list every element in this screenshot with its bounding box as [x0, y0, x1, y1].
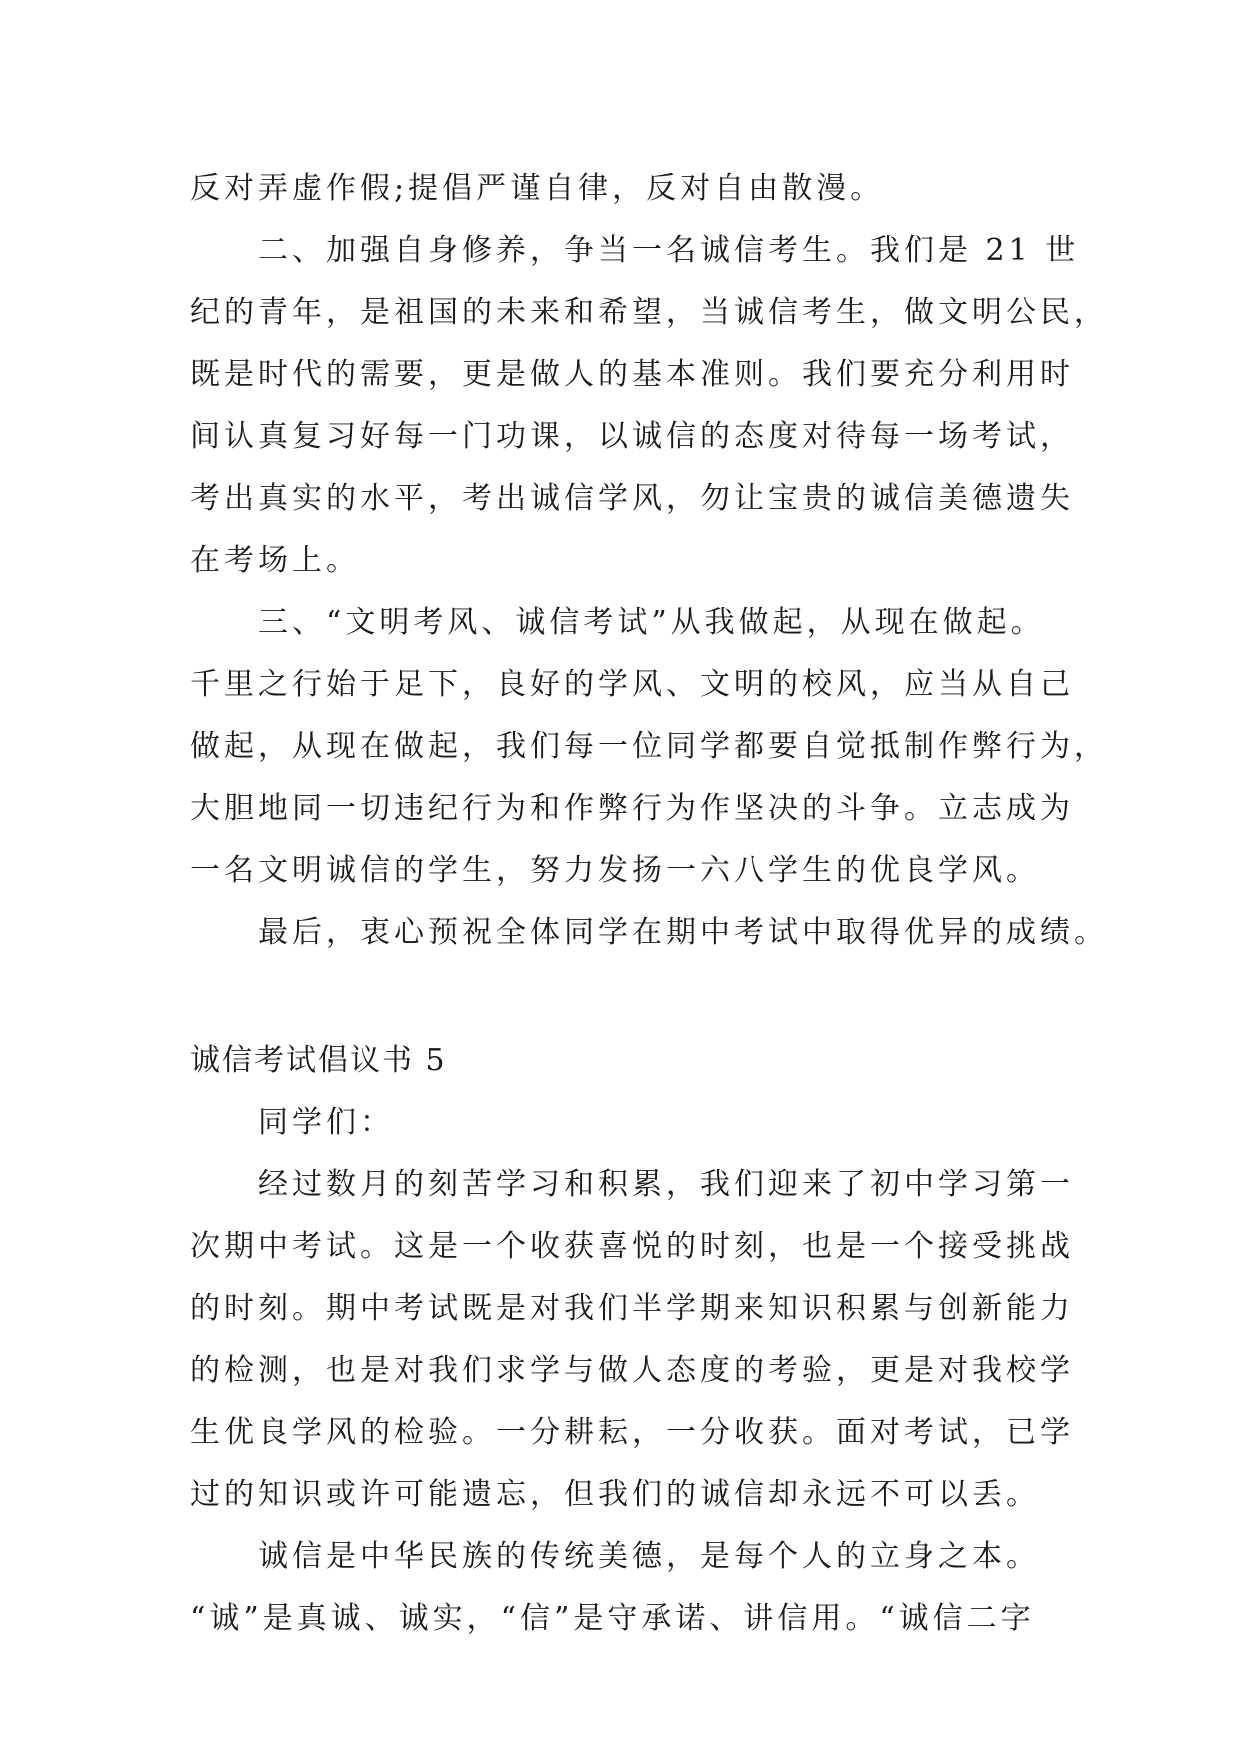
text-line: “诚”是真诚、诚实，“信”是守承诺、讲信用。“诚信二字: [190, 1601, 1035, 1636]
text-line: 的检测，也是对我们求学与做人态度的考验，更是对我校学: [190, 1353, 1074, 1388]
text-line: 大胆地同一切违纪行为和作弊行为作坚决的斗争。立志成为: [190, 791, 1074, 826]
text-line: 诚信是中华民族的传统美德，是每个人的立身之本。: [190, 1539, 1040, 1574]
text-line: 三、“文明考风、诚信考试”从我做起，从现在做起。: [190, 605, 1045, 640]
document-page: [190, 158, 1108, 1650]
section-gap: [190, 964, 1060, 1030]
text-line: 间认真复习好每一门功课，以诚信的态度对待每一场考试，: [190, 419, 1074, 454]
text-line: 最后，衷心预祝全体同学在期中考试中取得优异的成绩。: [190, 915, 1108, 950]
text-line: 经过数月的刻苦学习和积累，我们迎来了初中学习第一: [190, 1167, 1074, 1202]
text-line: 纪的青年，是祖国的未来和希望，当诚信考生，做文明公民，: [190, 295, 1108, 330]
text-line: 一名文明诚信的学生，努力发扬一六八学生的优良学风。: [190, 853, 1040, 888]
text-line: 二、加强自身修养，争当一名诚信考生。我们是 21 世: [190, 233, 1080, 268]
text-line: 次期中考试。这是一个收获喜悦的时刻，也是一个接受挑战: [190, 1229, 1074, 1264]
text-line: 在考场上。: [190, 543, 360, 578]
text-line: 做起，从现在做起，我们每一位同学都要自觉抵制作弊行为，: [190, 729, 1108, 764]
text-line: 生优良学风的检验。一分耕耘，一分收获。面对考试，已学: [190, 1415, 1074, 1450]
text-line: 的时刻。期中考试既是对我们半学期来知识积累与创新能力: [190, 1291, 1074, 1326]
text-line: 同学们：: [190, 1105, 394, 1140]
text-line: 千里之行始于足下，良好的学风、文明的校风，应当从自己: [190, 667, 1074, 702]
text-line: 过的知识或许可能遗忘，但我们的诚信却永远不可以丢。: [190, 1477, 1040, 1512]
text-line: 反对弄虚作假;提倡严谨自律，反对自由散漫。: [190, 171, 885, 206]
section-heading: 诚信考试倡议书 5: [190, 1043, 447, 1078]
text-line: 考出真实的水平，考出诚信学风，勿让宝贵的诚信美德遗失: [190, 481, 1074, 516]
text-line: 既是时代的需要，更是做人的基本准则。我们要充分利用时: [190, 357, 1074, 392]
